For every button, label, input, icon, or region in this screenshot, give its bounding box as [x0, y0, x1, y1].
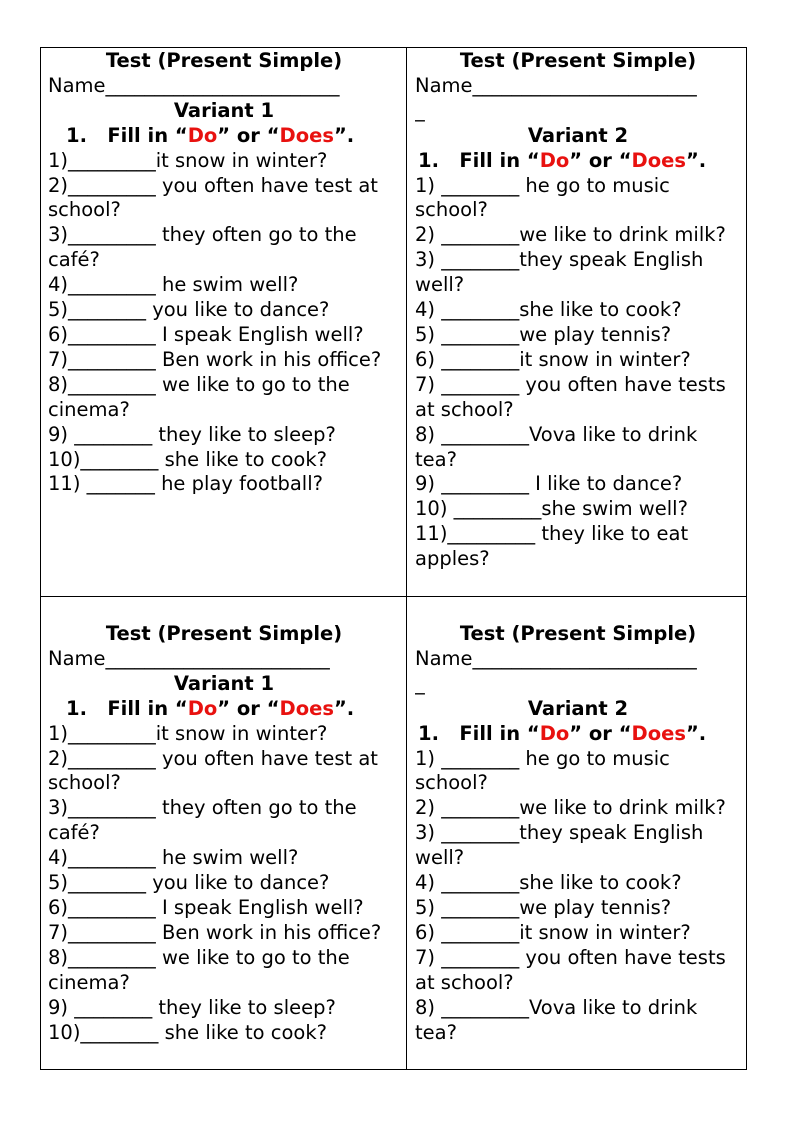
does-word: Does	[631, 721, 686, 745]
variant-label: Variant 2	[527, 123, 629, 147]
test-card-bottom-left	[48, 622, 400, 1068]
do-word: Do	[539, 148, 570, 172]
task-instruction: 1. Fill in “Do” or “Does”.	[66, 696, 355, 720]
test-card-top-right	[415, 49, 741, 594]
variant-label: Variant 2	[527, 696, 629, 720]
worksheet-page	[40, 47, 747, 1070]
question-item: 5) ________we play tennis?	[415, 322, 672, 346]
task-instruction: 1. Fill in “Do” or “Does”.	[418, 721, 707, 745]
question-item: 7)_________ Ben work in his office?	[48, 347, 382, 371]
question-item: 3)_________ they often go to the café?	[48, 796, 357, 845]
name-field: Name_______________________	[415, 73, 697, 97]
question-item: 1)_________it snow in winter?	[48, 148, 328, 172]
name-field: Name________________________	[48, 73, 340, 97]
question-item: 4)_________ he swim well?	[48, 273, 299, 297]
question-item: 6)_________ I speak English well?	[48, 322, 364, 346]
test-title: Test (Present Simple)	[459, 622, 697, 645]
do-word: Do	[187, 123, 218, 147]
question-item: 8) _________Vova like to drink tea?	[415, 422, 698, 471]
table-column-divider	[406, 47, 407, 1070]
test-card-top-left	[48, 49, 400, 594]
question-item: 1) ________ he go to music school?	[415, 746, 670, 795]
question-item: 11)_________ they like to eat apples?	[415, 522, 689, 571]
question-item: 6) ________it snow in winter?	[415, 347, 691, 371]
name-field: Name_______________________	[48, 646, 330, 670]
test-title: Test (Present Simple)	[105, 49, 343, 72]
question-item: 1) ________ he go to music school?	[415, 173, 670, 222]
test-title: Test (Present Simple)	[459, 49, 697, 72]
question-item: 4) ________she like to cook?	[415, 298, 682, 322]
question-item: 1)_________it snow in winter?	[48, 721, 328, 745]
question-item: 10)________ she like to cook?	[48, 1020, 327, 1044]
question-item: 8) _________Vova like to drink tea?	[415, 995, 698, 1044]
variant-label: Variant 1	[173, 671, 275, 695]
question-item: 9) ________ they like to sleep?	[48, 995, 336, 1019]
question-item: 6)_________ I speak English well?	[48, 895, 364, 919]
does-word: Does	[631, 148, 686, 172]
variant-label: Variant 1	[173, 98, 275, 122]
test-title: Test (Present Simple)	[105, 622, 343, 645]
question-item: 7)_________ Ben work in his office?	[48, 920, 382, 944]
question-item: 8)_________ we like to go to the cinema?	[48, 372, 350, 421]
task-instruction: 1. Fill in “Do” or “Does”.	[66, 123, 355, 147]
question-item: 7) ________ you often have tests at school?	[415, 372, 726, 421]
question-item: 9) _________ I like to dance?	[415, 472, 683, 496]
do-word: Do	[187, 696, 218, 720]
question-item: 2) ________we like to drink milk?	[415, 796, 726, 820]
question-item: 4) ________she like to cook?	[415, 871, 682, 895]
does-word: Does	[279, 123, 334, 147]
name-field: Name_______________________	[415, 646, 697, 670]
question-item: 3)_________ they often go to the café?	[48, 223, 357, 272]
question-item: 2)_________ you often have test at school?	[48, 746, 378, 795]
question-item: 8)_________ we like to go to the cinema?	[48, 945, 350, 994]
question-item: 2)_________ you often have test at school?	[48, 173, 378, 222]
table-row-divider	[40, 596, 747, 597]
question-item: 5)________ you like to dance?	[48, 298, 330, 322]
name-field-wrap: _	[415, 671, 425, 695]
question-item: 10) _________she swim well?	[415, 497, 688, 521]
question-item: 5) ________we play tennis?	[415, 895, 672, 919]
question-item: 3) ________they speak English well?	[415, 821, 704, 870]
question-item: 2) ________we like to drink milk?	[415, 223, 726, 247]
question-item: 7) ________ you often have tests at school?	[415, 945, 726, 994]
question-item: 10)________ she like to cook?	[48, 447, 327, 471]
question-item: 6) ________it snow in winter?	[415, 920, 691, 944]
question-item: 4)_________ he swim well?	[48, 846, 299, 870]
question-item: 9) ________ they like to sleep?	[48, 422, 336, 446]
question-item: 11) _______ he play football?	[48, 472, 323, 496]
does-word: Does	[279, 696, 334, 720]
test-card-bottom-right	[415, 622, 741, 1068]
question-item: 3) ________they speak English well?	[415, 248, 704, 297]
question-item: 5)________ you like to dance?	[48, 871, 330, 895]
do-word: Do	[539, 721, 570, 745]
task-instruction: 1. Fill in “Do” or “Does”.	[418, 148, 707, 172]
name-field-wrap: _	[415, 98, 425, 122]
